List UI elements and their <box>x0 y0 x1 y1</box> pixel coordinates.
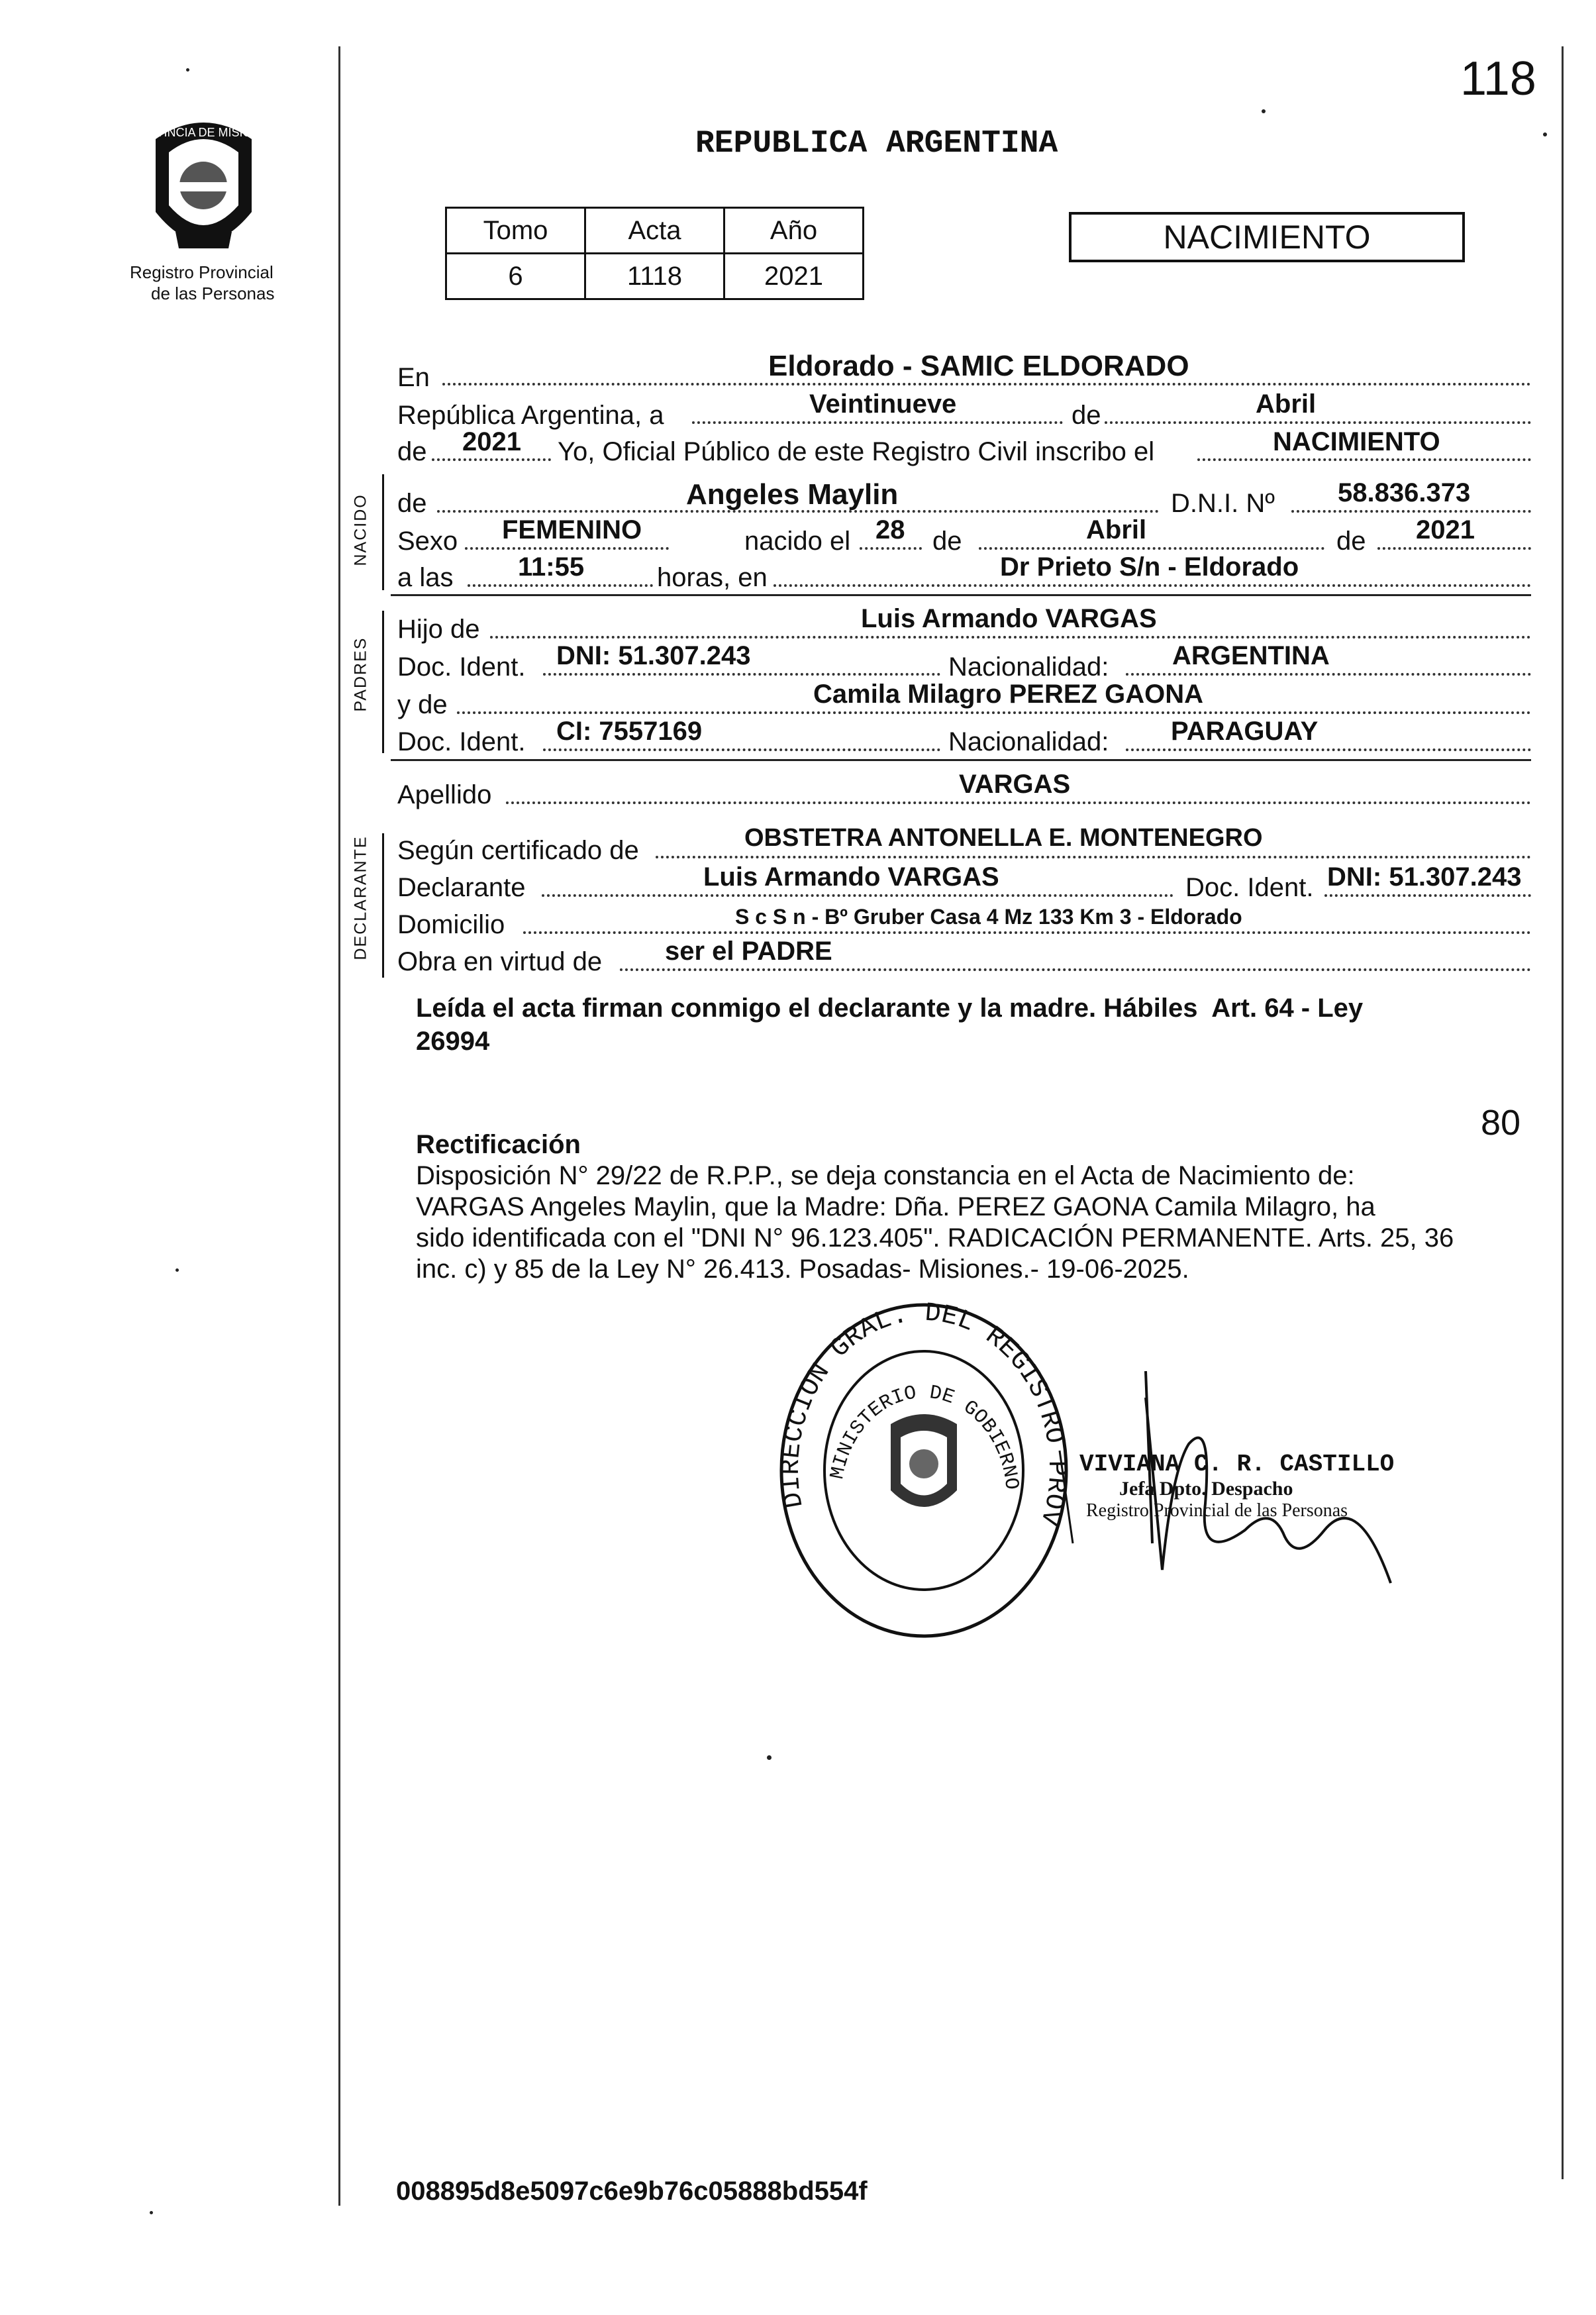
label-nac-padre: Nacionalidad: <box>948 652 1109 682</box>
dots-dni <box>1291 510 1531 513</box>
signatory-role: Jefa Dpto. Despacho <box>1119 1478 1293 1500</box>
separator-padres <box>391 759 1531 761</box>
dots-apellido <box>506 801 1531 804</box>
field-tipo: NACIMIENTO <box>1273 427 1440 456</box>
rectificacion-line2: VARGAS Angeles Maylin, que la Madre: Dña. PEREZ GAONA Camila Milagro, ha <box>416 1192 1375 1221</box>
label-segun: Según certificado de <box>397 836 639 865</box>
dots-certificado <box>656 856 1531 858</box>
rectificacion-line3: sido identificada con el "DNI N° 96.123.405". RADICACIÓN PERMANENTE. Arts. 25, 36 <box>416 1223 1454 1253</box>
label-de-nombre: de <box>397 489 427 518</box>
field-sexo: FEMENINO <box>502 515 642 544</box>
table-value-tomo: 6 <box>446 254 585 299</box>
official-stamp <box>775 1298 1073 1643</box>
label-doc-declarante: Doc. Ident. <box>1185 873 1314 902</box>
side-label-padres: PADRES <box>351 637 370 712</box>
field-anio: 2021 <box>462 427 521 456</box>
doc-type-label: NACIMIENTO <box>1163 219 1371 256</box>
label-obra: Obra en virtud de <box>397 947 603 976</box>
field-domicilio: S c S n - Bº Gruber Casa 4 Mz 133 Km 3 - Eldorado <box>735 905 1242 929</box>
label-republica: República Argentina, a <box>397 401 664 430</box>
rectificacion-body <box>416 1160 1535 1285</box>
table-value-acta: 1118 <box>585 254 724 299</box>
field-padre: Luis Armando VARGAS <box>861 604 1157 633</box>
label-nacido-el: nacido el <box>744 527 851 556</box>
field-anio-nac: 2021 <box>1416 515 1475 544</box>
field-lugar: Eldorado - SAMIC ELDORADO <box>768 350 1189 382</box>
scan-speck <box>1543 132 1547 136</box>
field-declarante-doc: DNI: 51.307.243 <box>1327 862 1522 892</box>
dots-obra <box>620 968 1531 971</box>
label-sexo: Sexo <box>397 527 458 556</box>
field-apellido: VARGAS <box>959 770 1071 799</box>
signature-block <box>1079 1451 1424 1521</box>
field-mes: Abril <box>1256 389 1317 419</box>
field-madre: Camila Milagro PEREZ GAONA <box>813 680 1203 709</box>
label-yo: Yo, Oficial Público de este Registro Civil inscribo el <box>558 437 1155 466</box>
field-dni: 58.836.373 <box>1338 478 1471 507</box>
table-header-tomo: Tomo <box>446 208 585 254</box>
label-horas-en: horas, en <box>657 563 768 592</box>
dots-declarante <box>542 894 1173 897</box>
field-madre-doc: CI: 7557169 <box>556 717 703 746</box>
padres-section-bar <box>382 611 384 753</box>
field-dia-nac: 28 <box>875 515 905 544</box>
label-nac-madre: Nacionalidad: <box>948 727 1109 756</box>
province-logo <box>136 113 272 265</box>
dots-hora <box>468 584 653 587</box>
dots-sexo <box>465 547 669 550</box>
label-de-mes-nac: de <box>932 527 962 556</box>
field-lugar-nac: Dr Prieto S/n - Eldorado <box>1000 552 1299 582</box>
margin-note-number: 80 <box>1481 1103 1521 1143</box>
dots-mes <box>1105 421 1531 424</box>
svg-text:PROVINCIA DE MISIONES: PROVINCIA DE MISIONES <box>136 126 272 139</box>
field-mes-nac: Abril <box>1086 515 1147 544</box>
scan-speck <box>175 1268 179 1272</box>
side-label-declarante: DECLARANTE <box>351 835 370 960</box>
dots-anio <box>432 458 551 461</box>
field-padre-nac: ARGENTINA <box>1172 641 1330 670</box>
right-margin-line <box>1562 46 1564 2179</box>
dots-madre <box>457 711 1531 714</box>
dots-dia <box>692 421 1063 424</box>
scan-speck <box>186 68 189 72</box>
field-nombre: Angeles Maylin <box>686 478 899 511</box>
label-dni: D.N.I. Nº <box>1171 489 1275 518</box>
dots-doc-madre <box>543 748 940 751</box>
separator-nacido <box>391 594 1531 596</box>
dots-anio-nac <box>1377 547 1531 550</box>
field-obra: ser el PADRE <box>665 937 832 966</box>
field-madre-nac: PARAGUAY <box>1171 717 1319 746</box>
label-domicilio: Domicilio <box>397 910 505 939</box>
scan-speck <box>150 2211 153 2214</box>
label-y-de: y de <box>397 690 448 719</box>
closing-line1: Leída el acta firman conmigo el declarante y la madre. Hábiles Art. 64 - Ley <box>416 994 1364 1023</box>
declarante-section-bar <box>382 833 384 978</box>
dots-dia-nac <box>860 547 922 550</box>
nacido-section-bar <box>382 474 384 590</box>
label-declarante: Declarante <box>397 873 526 902</box>
page-number: 118 <box>1460 52 1536 105</box>
svg-text:MINISTERIO DE GOBIERNO: MINISTERIO DE GOBIERNO <box>826 1381 1022 1491</box>
field-padre-doc: DNI: 51.307.243 <box>556 641 751 670</box>
dots-mes-nac <box>979 547 1324 550</box>
record-table <box>445 207 864 300</box>
svg-text:DIRECCION GRAL. DEL REGISTRO P: DIRECCION GRAL. DEL REGISTRO PROV <box>776 1298 1072 1529</box>
field-dia-letras: Veintinueve <box>809 389 957 419</box>
table-value-anio: 2021 <box>724 254 864 299</box>
dots-lugar-nac <box>773 584 1531 587</box>
label-de-mes: de <box>1072 401 1101 430</box>
field-declarante: Luis Armando VARGAS <box>703 862 999 892</box>
signatory-name: VIVIANA C. R. CASTILLO <box>1079 1451 1395 1478</box>
rectificacion-line1: Disposición N° 29/22 de R.P.P., se deja constancia en el Acta de Nacimiento de: <box>416 1161 1355 1190</box>
dots-doc-declarante <box>1324 894 1531 897</box>
label-de-anio: de <box>397 437 427 466</box>
side-label-nacido: NACIDO <box>351 493 370 566</box>
dots-nac-madre <box>1126 748 1531 751</box>
field-certificado: OBSTETRA ANTONELLA E. MONTENEGRO <box>744 824 1263 852</box>
field-hora: 11:55 <box>518 552 585 582</box>
document-hash: 008895d8e5097c6e9b76c05888bd554f <box>396 2177 868 2206</box>
registry-name-line2: de las Personas <box>151 283 275 303</box>
dots-doc-padre <box>543 673 940 676</box>
rectificacion-line4: inc. c) y 85 de la Ley N° 26.413. Posadas- Misiones.- 19-06-2025. <box>416 1255 1189 1284</box>
doc-type-box <box>1069 212 1465 262</box>
label-doc-madre: Doc. Ident. <box>397 727 526 756</box>
registry-name-line1: Registro Provincial <box>130 262 274 282</box>
label-de-anio-nac: de <box>1336 527 1366 556</box>
label-hijo-de: Hijo de <box>397 615 480 644</box>
left-margin-line <box>338 46 340 2206</box>
label-en: En <box>397 363 430 392</box>
label-apellido: Apellido <box>397 780 492 809</box>
rectificacion-title: Rectificación <box>416 1130 581 1159</box>
scan-speck <box>1262 109 1266 113</box>
dots-en <box>442 383 1531 386</box>
table-header-anio: Año <box>724 208 864 254</box>
dots-domicilio <box>523 931 1531 934</box>
closing-line2: 26994 <box>416 1027 490 1056</box>
country-title: REPUBLICA ARGENTINA <box>695 126 1058 162</box>
dots-nac-padre <box>1126 673 1531 676</box>
table-header-acta: Acta <box>585 208 724 254</box>
label-doc-padre: Doc. Ident. <box>397 652 526 682</box>
signatory-org: Registro Provincial de las Personas <box>1086 1500 1348 1521</box>
scan-speck <box>767 1755 772 1760</box>
label-a-las: a las <box>397 563 454 592</box>
dots-tipo <box>1197 458 1531 461</box>
dots-padre <box>490 636 1531 639</box>
